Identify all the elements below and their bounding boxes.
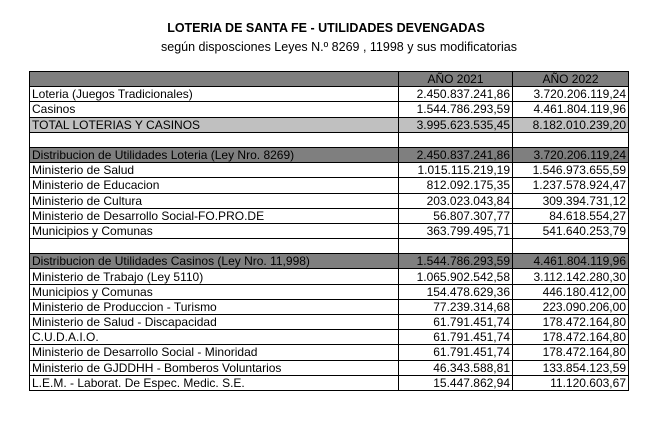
value-2022: 4.461.804.119,96 [513, 102, 629, 117]
value-2022: 3.720.206.119,24 [513, 87, 629, 102]
value-2021: 2.450.837.241,86 [399, 87, 513, 102]
value-2022: 1.237.578.924,47 [513, 178, 629, 193]
value-2022: 3.112.142.280,30 [513, 269, 629, 284]
table-row [30, 360, 629, 375]
row-label: Ministerio de Salud [30, 163, 399, 178]
row-label: Ministerio de Trabajo (Ley 5110) [30, 269, 399, 284]
row-label: Loteria (Juegos Tradicionales) [30, 87, 399, 102]
table-row [30, 208, 629, 223]
utilities-table [29, 71, 629, 391]
value-2022: 178.472.164,80 [513, 345, 629, 360]
value-2022: 8.182.010.239,20 [513, 117, 629, 132]
row-label: Distribucion de Utilidades Loteria (Ley Nro. 8269) [30, 147, 399, 162]
row-label: Casinos [30, 102, 399, 117]
value-2022: 223.090.206,00 [513, 299, 629, 314]
value-2021: 61.791.451,74 [399, 345, 513, 360]
row-label: Municipios y Comunas [30, 284, 399, 299]
header-2022: AÑO 2022 [513, 72, 629, 87]
value-2022: 178.472.164,80 [513, 330, 629, 345]
row-label: Ministerio de Produccion - Turismo [30, 299, 399, 314]
row-label: Distribucion de Utilidades Casinos (Ley Nro. 11,998) [30, 254, 399, 269]
value-2021: 154.478.629,36 [399, 284, 513, 299]
table-row [30, 299, 629, 314]
header-label-cell [30, 72, 399, 87]
value-2022: 133.854.123,59 [513, 360, 629, 375]
table-row [30, 87, 629, 102]
value-2022: 446.180.412,00 [513, 284, 629, 299]
header-2021: AÑO 2021 [399, 72, 513, 87]
table-row [30, 315, 629, 330]
value-2021: 61.791.451,74 [399, 330, 513, 345]
value-2022: 1.546.973.655,59 [513, 163, 629, 178]
value-2021: 77.239.314,68 [399, 299, 513, 314]
table-row [30, 330, 629, 345]
value-2021: 61.791.451,74 [399, 315, 513, 330]
table-header-row [30, 72, 629, 87]
table-row [30, 178, 629, 193]
value-2022: 11.120.603,67 [513, 375, 629, 390]
value-2021: 15.447.862,94 [399, 375, 513, 390]
row-label: Municipios y Comunas [30, 223, 399, 238]
table-row [30, 163, 629, 178]
value-2021: 203.023.043,84 [399, 193, 513, 208]
value-2021: 1.544.786.293,59 [399, 102, 513, 117]
row-label: Ministerio de Cultura [30, 193, 399, 208]
value-2022: 541.640.253,79 [513, 223, 629, 238]
table-row [30, 345, 629, 360]
spacer-row [30, 239, 629, 254]
section-header-row [30, 147, 629, 162]
row-label: Ministerio de GJDDHH - Bomberos Voluntarios [30, 360, 399, 375]
table-row [30, 102, 629, 117]
value-2021: 363.799.495,71 [399, 223, 513, 238]
value-2022: 4.461.804.119,96 [513, 254, 629, 269]
table-row [30, 284, 629, 299]
value-2021: 1.544.786.293,59 [399, 254, 513, 269]
table-row [30, 269, 629, 284]
value-2021: 812.092.175,35 [399, 178, 513, 193]
value-2021: 2.450.837.241,86 [399, 147, 513, 162]
value-2021: 3.995.623.535,45 [399, 117, 513, 132]
value-2021: 46.343.588,81 [399, 360, 513, 375]
section-header-row [30, 254, 629, 269]
value-2022: 309.394.731,12 [513, 193, 629, 208]
spacer-row [30, 132, 629, 147]
report-subtitle: según disposciones Leyes N.º 8269 , 11998 y sus modificatorias [161, 40, 517, 54]
value-2022: 178.472.164,80 [513, 315, 629, 330]
value-2022: 3.720.206.119,24 [513, 147, 629, 162]
row-label: Ministerio de Educacion [30, 178, 399, 193]
row-label: Ministerio de Desarrollo Social - Minoridad [30, 345, 399, 360]
row-label: C.U.D.A.I.O. [30, 330, 399, 345]
total-row [30, 117, 629, 132]
table-row [30, 223, 629, 238]
value-2021: 56.807.307,77 [399, 208, 513, 223]
report-title: LOTERIA DE SANTA FE - UTILIDADES DEVENGADAS [167, 21, 485, 35]
row-label: Ministerio de Salud - Discapacidad [30, 315, 399, 330]
value-2021: 1.065.902.542,58 [399, 269, 513, 284]
table-row [30, 193, 629, 208]
row-label: TOTAL LOTERIAS Y CASINOS [30, 117, 399, 132]
row-label: Ministerio de Desarrollo Social-FO.PRO.DE [30, 208, 399, 223]
value-2021: 1.015.115.219,19 [399, 163, 513, 178]
table-row [30, 375, 629, 390]
value-2022: 84.618.554,27 [513, 208, 629, 223]
row-label: L.E.M. - Laborat. De Espec. Medic. S.E. [30, 375, 399, 390]
